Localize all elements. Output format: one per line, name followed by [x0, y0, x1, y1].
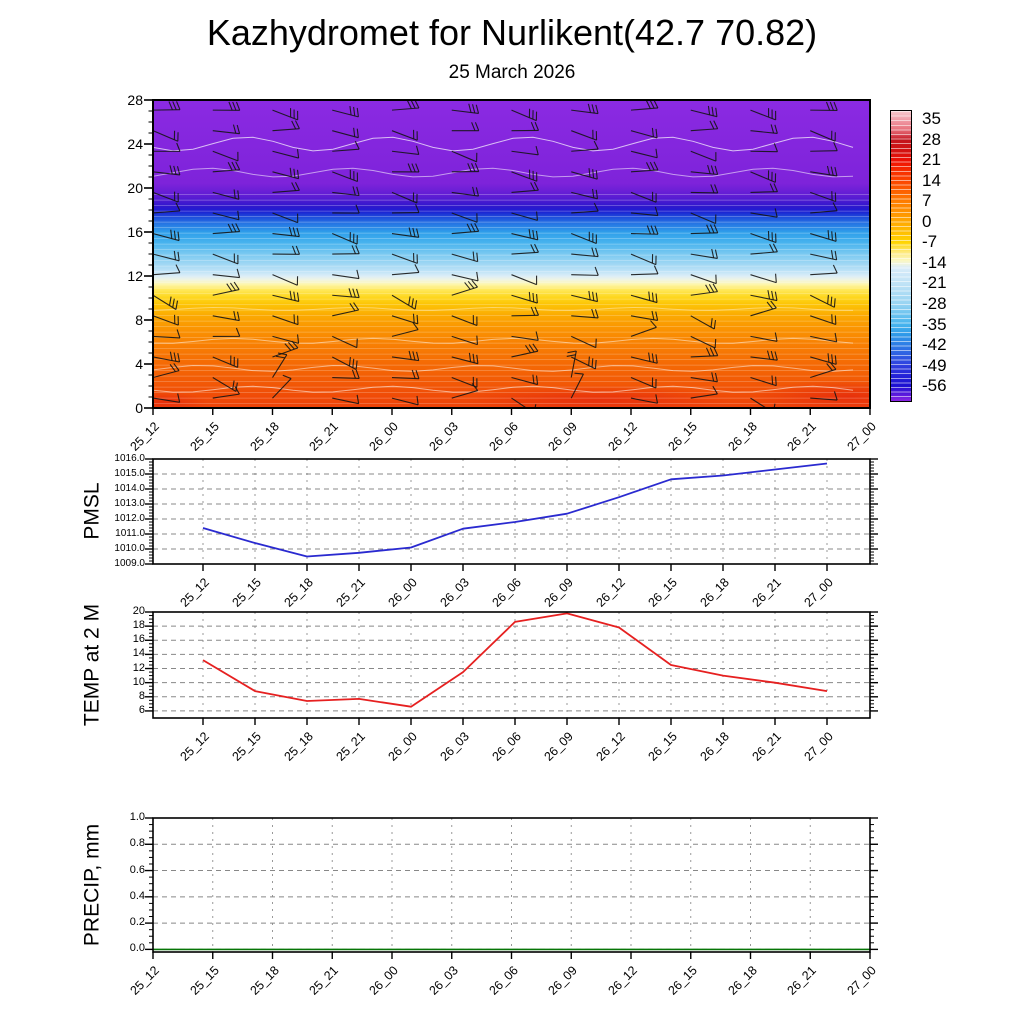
temp-at-2-m-y-tick-label: 18	[132, 619, 145, 632]
colorbar-tick-label: -56	[922, 376, 947, 396]
x-tick-label: 26_03	[426, 419, 461, 454]
temp-axis-title: TEMP at 2 M	[80, 603, 104, 727]
x-tick-label: 25_12	[127, 419, 163, 454]
colorbar-tick-label: 21	[922, 150, 941, 170]
precip-mm-y-tick-label: 0.6	[129, 863, 145, 876]
x-tick-label: 26_09	[541, 729, 577, 764]
x-tick-label: 25_15	[187, 963, 222, 998]
x-tick-label: 26_09	[545, 963, 581, 998]
x-tick-label: 26_18	[725, 963, 760, 998]
figure-title: Kazhydromet for Nurlikent(42.7 70.82)	[206, 12, 818, 53]
temp2m-panel	[153, 612, 870, 718]
cross-y-tick-label: 16	[127, 224, 143, 240]
pmsl-y-tick-label: 1010.0	[114, 543, 145, 554]
temp-at-2-m-y-tick-label: 6	[138, 703, 145, 716]
precip-mm-y-tick-label: 0.0	[129, 942, 145, 955]
x-tick-label: 25_18	[281, 575, 317, 610]
colorbar-tick-label: -7	[922, 232, 938, 252]
x-tick-label: 26_06	[486, 419, 521, 454]
x-tick-label: 26_00	[385, 575, 421, 610]
x-tick-label: 26_21	[784, 419, 820, 454]
x-tick-label: 26_06	[489, 575, 525, 610]
colorbar-tick-label: 35	[922, 109, 941, 128]
temp-at-2-m-y-tick-label: 10	[132, 675, 145, 688]
x-tick-label: 26_15	[665, 419, 700, 454]
x-tick-label: 26_06	[489, 729, 525, 764]
x-tick-label: 27_00	[801, 729, 837, 764]
figure-date: 25 March 2026	[448, 62, 576, 83]
pmsl-panel	[153, 459, 870, 564]
x-tick-label: 26_18	[697, 729, 733, 764]
x-tick-label: 25_18	[247, 963, 282, 998]
x-tick-label: 26_15	[645, 575, 681, 610]
x-tick-label: 26_03	[437, 729, 473, 764]
precip-mm-y-tick-label: 0.2	[129, 916, 145, 929]
temp-at-2-m-y-tick-label: 16	[132, 633, 145, 646]
x-tick-label: 26_12	[593, 729, 629, 764]
x-tick-label: 26_21	[749, 575, 785, 610]
colorbar-tick-label: 28	[922, 129, 941, 149]
colorbar-tick-label: 14	[922, 170, 941, 190]
precip-mm-y-tick-label: 0.4	[129, 889, 145, 902]
colorbar-tick-label: -49	[922, 355, 947, 375]
cross-y-tick-label: 12	[127, 268, 143, 284]
x-tick-label: 27_00	[844, 419, 880, 454]
precip-axis-title: PRECIP, mm	[80, 823, 104, 947]
x-tick-label: 26_03	[437, 575, 473, 610]
x-tick-label: 26_09	[541, 575, 577, 610]
pmsl-y-tick-label: 1009.0	[114, 558, 145, 569]
x-tick-label: 26_03	[426, 963, 461, 998]
pmsl-y-tick-label: 1011.0	[115, 528, 145, 539]
x-tick-label: 26_21	[784, 963, 820, 998]
x-tick-label: 25_12	[177, 729, 213, 764]
x-tick-label: 26_21	[749, 729, 785, 764]
x-tick-label: 25_18	[247, 419, 282, 454]
colorbar-tick-label: -35	[922, 314, 947, 334]
pmsl-y-tick-label: 1016.0	[114, 453, 145, 464]
pmsl-axis-title: PMSL	[80, 482, 104, 540]
x-tick-label: 25_15	[229, 729, 265, 764]
x-tick-label: 26_06	[486, 963, 521, 998]
pmsl-y-tick-label: 1015.0	[114, 468, 145, 479]
x-tick-label: 26_00	[366, 963, 402, 998]
x-tick-label: 25_15	[187, 419, 222, 454]
cross-y-tick-label: 0	[135, 400, 143, 416]
colorbar-tick-label: -14	[922, 252, 947, 272]
x-tick-label: 26_12	[605, 419, 641, 454]
x-tick-label: 26_18	[697, 575, 733, 610]
pmsl-y-tick-label: 1014.0	[114, 483, 145, 494]
temperature-field	[118, 100, 943, 415]
x-tick-label: 27_00	[844, 963, 880, 998]
x-tick-label: 26_12	[593, 575, 629, 610]
temp-at-2-m-y-tick-label: 8	[138, 689, 145, 702]
x-tick-label: 26_15	[665, 963, 700, 998]
x-tick-label: 26_18	[725, 419, 760, 454]
x-tick-label: 27_00	[801, 575, 837, 610]
colorbar-tick-label: 7	[922, 191, 932, 211]
temperature-colorbar	[890, 110, 912, 402]
x-tick-label: 25_21	[306, 419, 342, 454]
x-tick-label: 26_15	[645, 729, 681, 764]
cross-y-tick-label: 24	[127, 136, 143, 152]
temp-at-2-m-y-tick-label: 12	[132, 661, 145, 674]
x-tick-label: 26_00	[366, 419, 402, 454]
pmsl-y-tick-label: 1012.0	[114, 513, 145, 524]
colorbar-tick-label: -28	[922, 293, 947, 313]
colorbar-segments	[891, 111, 911, 401]
cross-y-tick-label: 4	[135, 356, 143, 372]
precip-mm-y-tick-label: 1.0	[129, 811, 145, 823]
x-tick-label: 26_09	[545, 419, 581, 454]
x-tick-label: 26_00	[385, 729, 421, 764]
colorbar-tick-label: -21	[922, 273, 947, 293]
pmsl-y-tick-label: 1013.0	[114, 498, 145, 509]
precip-mm-y-tick-label: 0.8	[129, 837, 145, 850]
x-tick-label: 25_12	[127, 963, 163, 998]
precip-panel	[153, 818, 870, 952]
cross-section-panel	[153, 100, 870, 408]
x-tick-label: 25_21	[333, 575, 369, 610]
cross-y-tick-label: 28	[127, 92, 143, 108]
cross-y-tick-label: 8	[135, 312, 143, 328]
colorbar-tick-label: -42	[922, 335, 947, 355]
x-tick-label: 25_12	[177, 575, 213, 610]
x-tick-label: 25_15	[229, 575, 265, 610]
cross-y-tick-label: 20	[127, 180, 143, 196]
x-tick-label: 25_18	[281, 729, 317, 764]
temp-at-2-m-y-tick-label: 20	[132, 605, 145, 617]
x-tick-label: 25_21	[306, 963, 342, 998]
temp-at-2-m-y-tick-label: 14	[132, 647, 145, 660]
colorbar-tick-label: 0	[922, 211, 932, 231]
x-tick-label: 26_12	[605, 963, 641, 998]
x-tick-label: 25_21	[333, 729, 369, 764]
